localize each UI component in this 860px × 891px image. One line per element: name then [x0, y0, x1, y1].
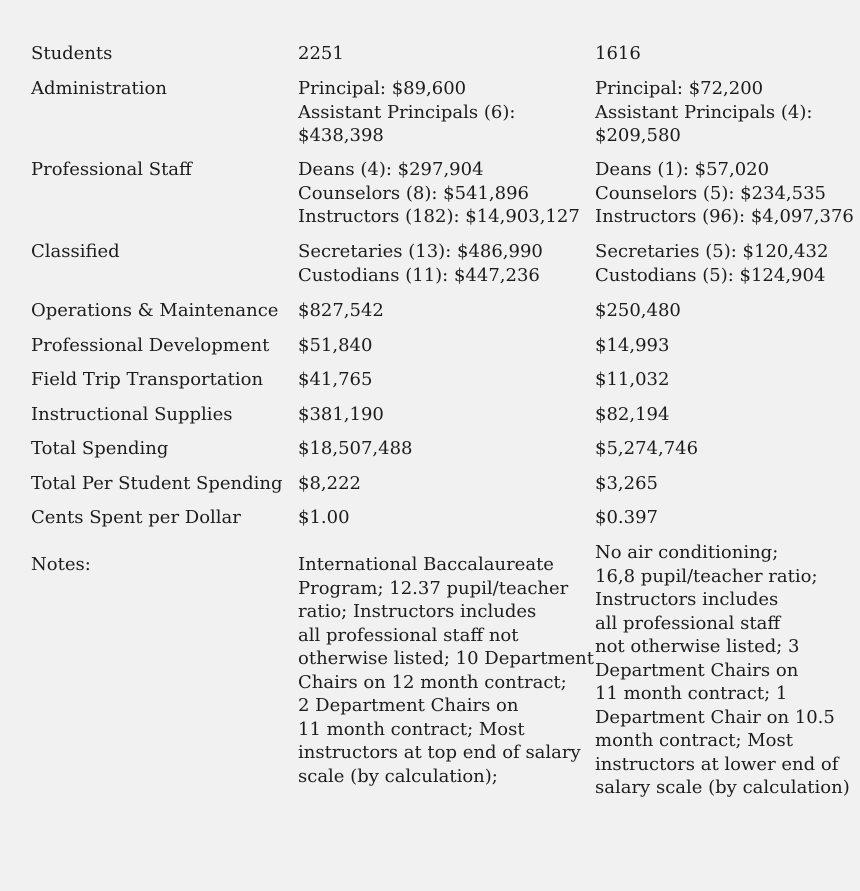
school-b-value: $14,993 — [595, 335, 670, 356]
school-a-notes: International Baccalaureate Program; 12.37 pupil/teacher ratio; Instructors includes all professional staff not otherwise listed; 10 Department Chairs on 12 month contract; 2 Department Chairs on 11 month contract; Most instructors at top end of salary scale (by calculation); — [298, 554, 594, 787]
row-label: Operations & Maintenance — [31, 300, 279, 321]
school-a-value: $1.00 — [298, 507, 350, 528]
school-a-value: $18,507,488 — [298, 438, 413, 459]
row-label: Total Per Student Spending — [31, 473, 283, 494]
school-a-value: 2251 — [298, 43, 344, 64]
row-label: Professional Staff — [31, 159, 192, 180]
school-a-value: Secretaries (13): $486,990 Custodians (11): $447,236 — [298, 241, 543, 286]
row-label: Classified — [31, 241, 120, 262]
school-a-value: $51,840 — [298, 335, 373, 356]
row-label: Students — [31, 43, 113, 64]
school-b-value: Secretaries (5): $120,432 Custodians (5): $124,904 — [595, 241, 829, 286]
school-a-value: Deans (4): $297,904 Counselors (8): $541,896 Instructors (182): $14,903,127 — [298, 159, 580, 227]
school-a-value: Principal: $89,600 Assistant Principals (6): $438,398 — [298, 78, 516, 146]
row-label: Instructional Supplies — [31, 404, 233, 425]
school-a-value: $381,190 — [298, 404, 384, 425]
school-b-value: $3,265 — [595, 473, 658, 494]
school-b-value: $5,274,746 — [595, 438, 699, 459]
school-a-value: $8,222 — [298, 473, 361, 494]
school-a-value: $827,542 — [298, 300, 384, 321]
row-label: Cents Spent per Dollar — [31, 507, 241, 528]
row-label: Administration — [31, 78, 167, 99]
school-a-value: $41,765 — [298, 369, 373, 390]
school-b-value: $82,194 — [595, 404, 670, 425]
row-label: Field Trip Transportation — [31, 369, 264, 390]
row-label: Professional Development — [31, 335, 270, 356]
row-label: Total Spending — [31, 438, 169, 459]
school-b-value: Principal: $72,200 Assistant Principals (4): $209,580 — [595, 78, 813, 146]
school-b-notes: No air conditioning; 16,8 pupil/teacher ratio; Instructors includes all professional staff not otherwise listed; 3 Department Chairs on 11 month contract; 1 Department Chair on 10.5 month contract; Most instructors at lower end of salary scale (by calculation) — [595, 542, 850, 798]
school-b-value: $0.397 — [595, 507, 658, 528]
school-b-value: $11,032 — [595, 369, 670, 390]
school-b-value: $250,480 — [595, 300, 681, 321]
school-b-value: 1616 — [595, 43, 641, 64]
row-label: Notes: — [31, 554, 91, 575]
school-b-value: Deans (1): $57,020 Counselors (5): $234,535 Instructors (96): $4,097,376 — [595, 159, 854, 227]
